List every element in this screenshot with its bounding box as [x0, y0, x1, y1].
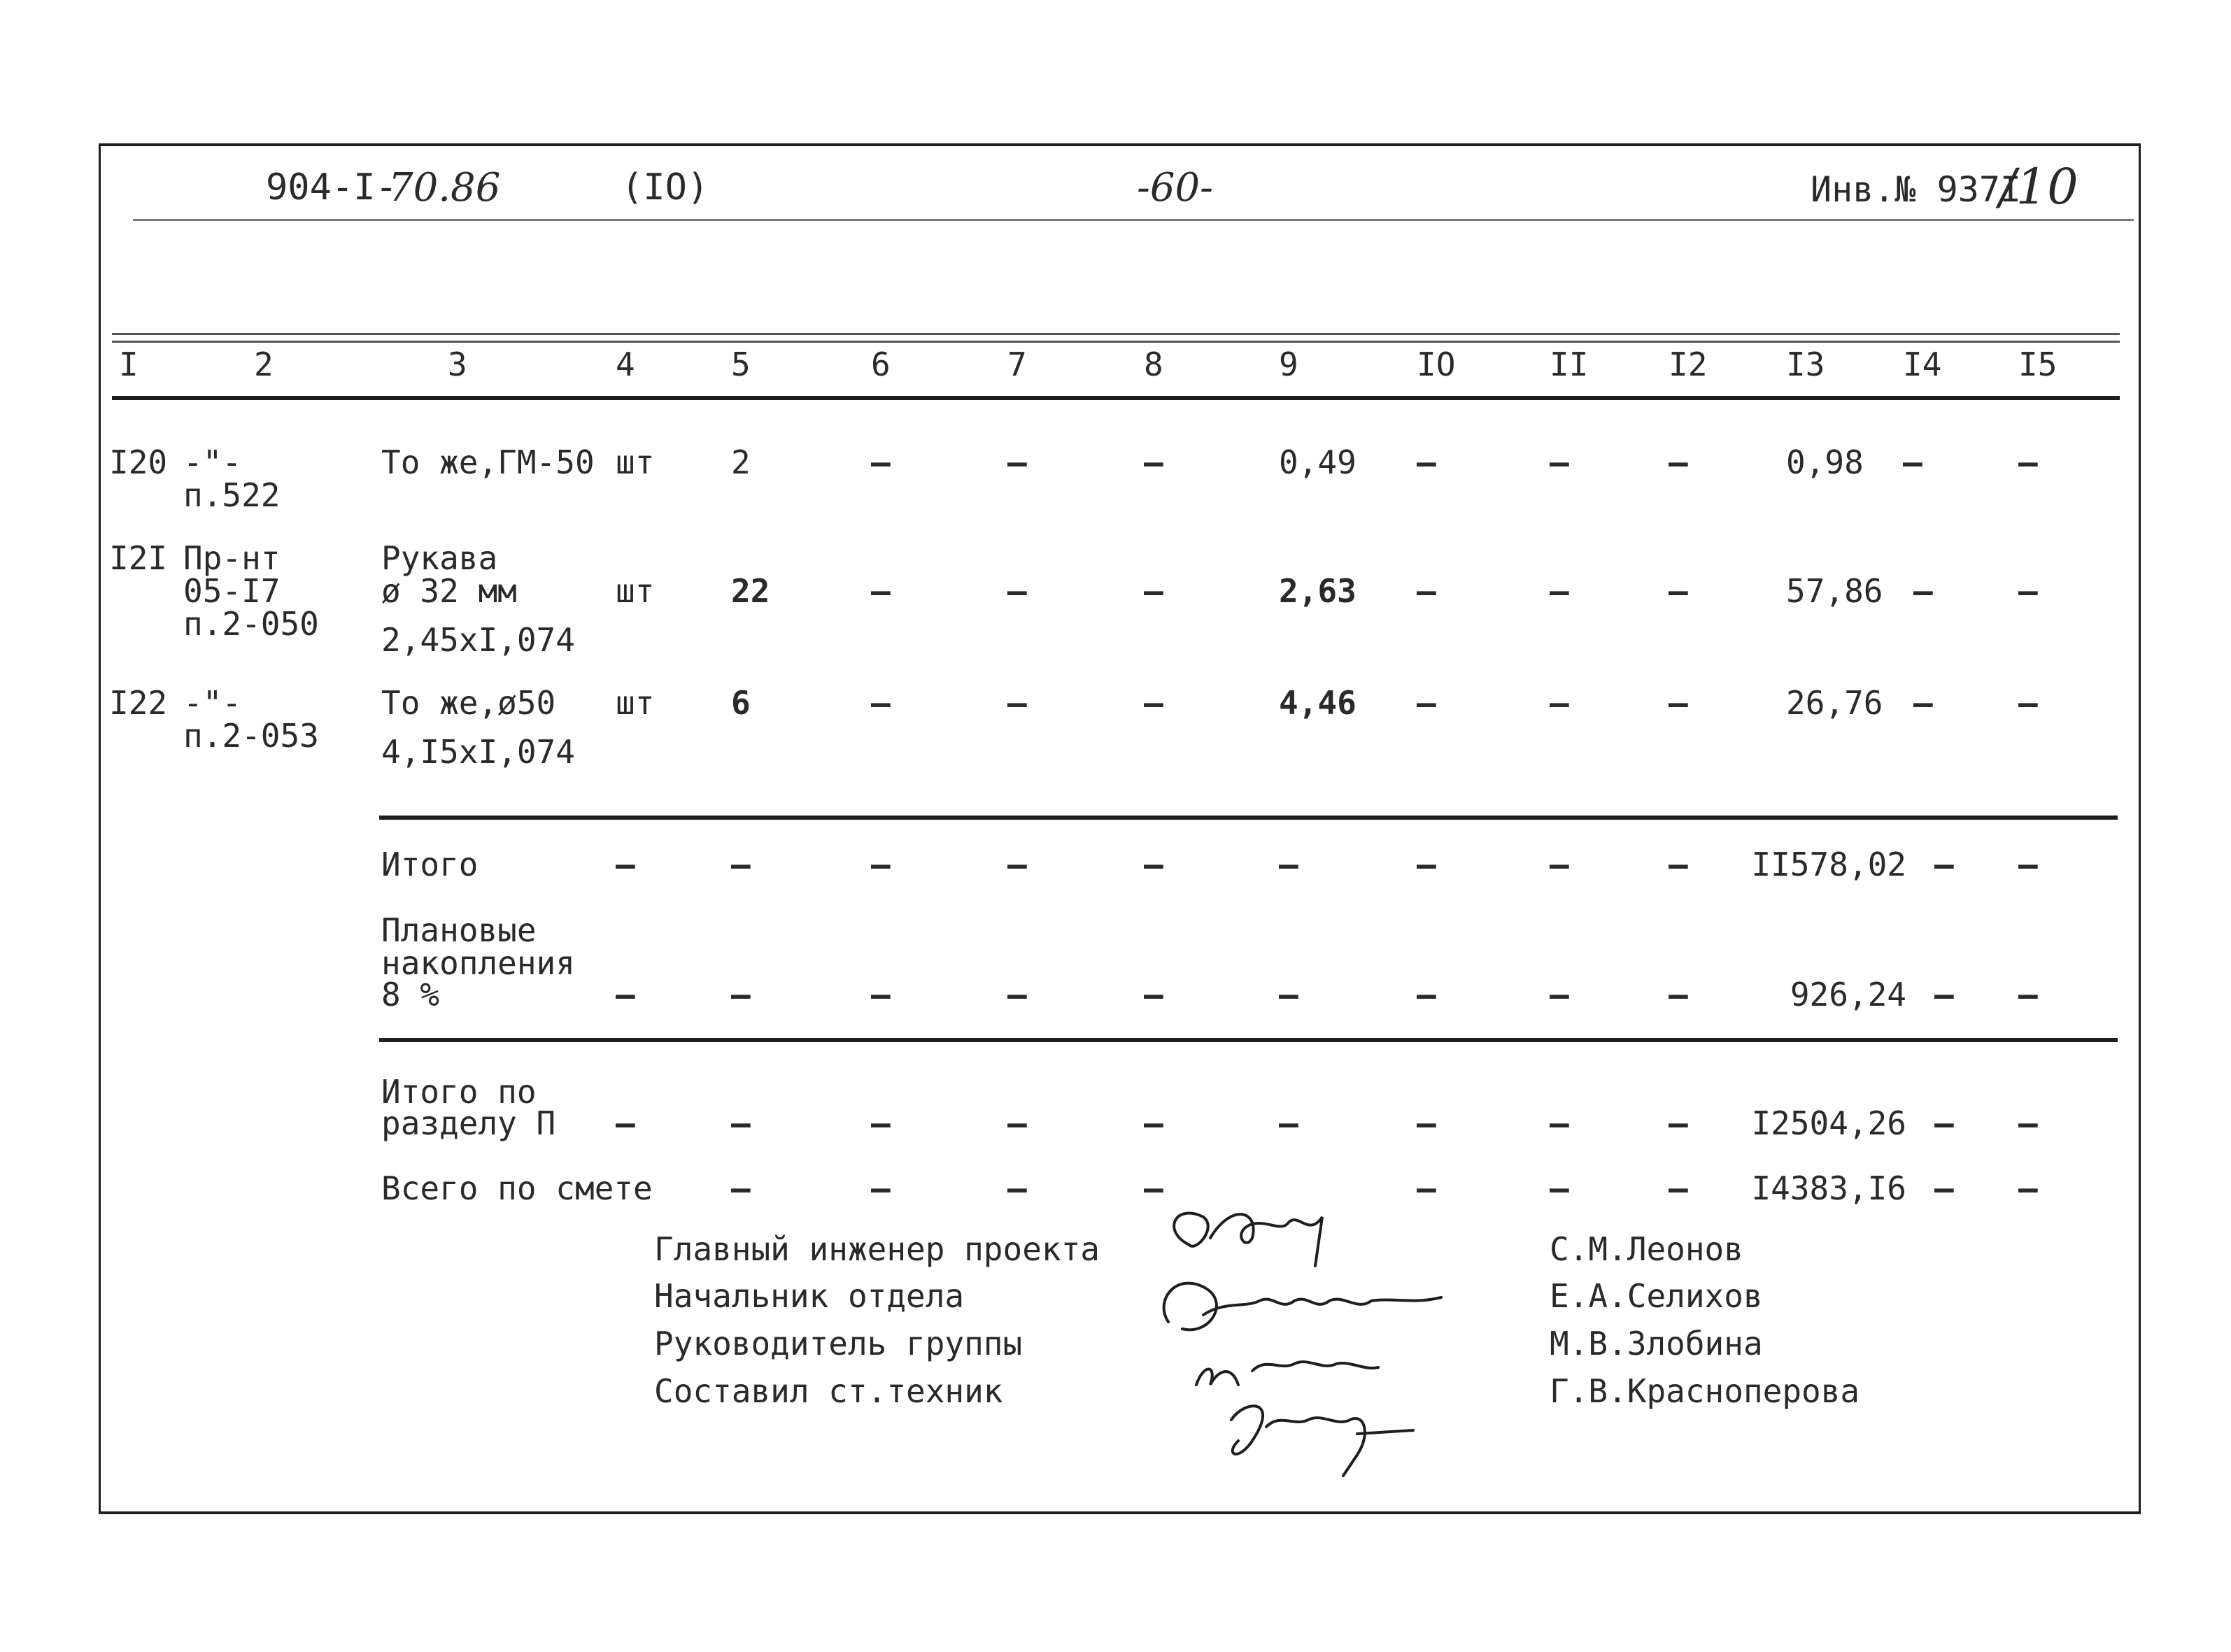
signatory-1-name: С.М.Леонов	[1550, 1230, 1743, 1268]
row-121-col11: –	[1550, 572, 1569, 610]
frame-top	[99, 143, 2141, 146]
header-bottom-rule	[112, 396, 2120, 400]
row-120-col14: –	[1903, 443, 1922, 481]
planned-dash-5: –	[1144, 976, 1163, 1013]
planned-savings-label-2: накопления	[381, 944, 575, 982]
subtotal-rule	[379, 816, 2118, 820]
section-dash-5: –	[1144, 1104, 1163, 1142]
row-122-col15: –	[2018, 684, 2038, 722]
section-total-label-1: Итого по	[381, 1073, 537, 1111]
row-120-number: I20	[109, 443, 168, 481]
frame-right	[2139, 143, 2141, 1514]
total-label: Итого	[381, 846, 479, 883]
grand-dash-3: –	[1007, 1169, 1027, 1207]
planned-dash-1: –	[616, 976, 635, 1013]
header-rule	[133, 219, 2134, 221]
column-number-5: 5	[731, 346, 751, 383]
row-121-col13: 57,86	[1786, 572, 1883, 610]
planned-savings-label-3: 8 %	[381, 976, 440, 1013]
row-121-desc-3: 2,45xI,074	[381, 621, 575, 659]
row-122-ref-1: -"-	[183, 684, 242, 722]
total-dash-6: –	[1279, 846, 1298, 883]
inventory-number: Инв.№ 937I	[1811, 169, 2022, 210]
total-dash-10: –	[1934, 846, 1954, 883]
column-number-9: 9	[1279, 346, 1298, 383]
grand-total-value: I4383,I6	[1751, 1169, 1906, 1207]
planned-dash-11: –	[2018, 976, 2038, 1013]
total-dash-3: –	[871, 846, 891, 883]
section-dash-8: –	[1550, 1104, 1569, 1142]
grand-dash-2: –	[871, 1169, 891, 1207]
section-dash-9: –	[1669, 1104, 1688, 1142]
planned-dash-10: –	[1934, 976, 1954, 1013]
section-dash-11: –	[2018, 1104, 2038, 1142]
total-dash-2: –	[731, 846, 751, 883]
row-121-ref-3: п.2-050	[183, 605, 319, 643]
section-dash-1: –	[616, 1104, 635, 1142]
grand-dash-4: –	[1144, 1169, 1163, 1207]
issue-number: (IO)	[621, 166, 709, 208]
row-122-col7: –	[1007, 684, 1027, 722]
signatory-3-name: М.В.Злобина	[1550, 1325, 1763, 1362]
planned-dash-7: –	[1417, 976, 1436, 1013]
total-dash-8: –	[1550, 846, 1569, 883]
row-121-col12: –	[1669, 572, 1688, 610]
project-code: 904-I-	[266, 166, 397, 208]
column-number-2: 2	[254, 346, 274, 383]
column-number-11: II	[1550, 346, 1589, 383]
row-120-col11: –	[1550, 443, 1569, 481]
planned-dash-4: –	[1007, 976, 1027, 1013]
signatory-2-name: Е.А.Селихов	[1550, 1277, 1763, 1315]
row-120-col8: –	[1144, 443, 1163, 481]
row-120-col13: 0,98	[1786, 443, 1864, 481]
planned-dash-9: –	[1669, 976, 1688, 1013]
row-122-col10: –	[1417, 684, 1436, 722]
signatory-4-name: Г.В.Красноперова	[1550, 1372, 1860, 1410]
planned-dash-8: –	[1550, 976, 1569, 1013]
column-number-12: I2	[1669, 346, 1708, 383]
project-code-handwritten: 70.86	[388, 165, 501, 211]
section-dash-2: –	[731, 1104, 751, 1142]
row-122-col9: 4,46	[1279, 684, 1357, 722]
row-120-description: То же,ГМ-50	[381, 443, 595, 481]
section-dash-6: –	[1279, 1104, 1298, 1142]
signatory-4-title: Составил ст.техник	[654, 1372, 1003, 1410]
column-header-rule-2	[112, 341, 2120, 343]
row-122-col12: –	[1669, 684, 1688, 722]
signatory-2-title: Начальник отдела	[654, 1277, 965, 1315]
row-120-col12: –	[1669, 443, 1688, 481]
signatory-1-title: Главный инженер проекта	[654, 1230, 1100, 1268]
total-value: II578,02	[1751, 846, 1906, 883]
row-121-col9: 2,63	[1279, 572, 1357, 610]
row-121-ref-2: 05-I7	[183, 572, 281, 610]
handwritten-signatures	[1147, 1161, 1497, 1483]
row-122-col11: –	[1550, 684, 1569, 722]
column-number-10: IO	[1417, 346, 1456, 383]
grand-dash-8: –	[1934, 1169, 1954, 1207]
grand-dash-5: –	[1417, 1169, 1436, 1207]
row-121-col14: –	[1913, 572, 1933, 610]
section-dash-7: –	[1417, 1104, 1436, 1142]
planned-savings-label-1: Плановые	[381, 911, 537, 949]
planned-dash-6: –	[1279, 976, 1298, 1013]
column-number-3: 3	[448, 346, 467, 383]
inventory-suffix: /10	[1999, 158, 2078, 215]
row-120-ref-2: п.522	[183, 476, 281, 514]
row-120-qty: 2	[731, 443, 751, 481]
planned-dash-2: –	[731, 976, 751, 1013]
total-dash-7: –	[1417, 846, 1436, 883]
row-121-desc-2: ø 32 мм	[381, 572, 517, 610]
planned-savings-value: 926,24	[1790, 976, 1906, 1013]
total-dash-1: –	[616, 846, 635, 883]
row-122-desc-2: 4,I5xI,074	[381, 733, 575, 771]
section-total-label-2: разделу П	[381, 1104, 556, 1142]
row-121-unit: шт	[616, 572, 655, 610]
grand-dash-7: –	[1669, 1169, 1688, 1207]
row-121-ref-1: Пр-нт	[183, 539, 281, 577]
total-dash-4: –	[1007, 846, 1027, 883]
frame-left	[99, 143, 101, 1514]
column-number-8: 8	[1144, 346, 1163, 383]
row-122-number: I22	[109, 684, 168, 722]
grand-dash-1: –	[731, 1169, 751, 1207]
row-122-qty: 6	[731, 684, 751, 722]
row-122-col13: 26,76	[1786, 684, 1883, 722]
column-number-6: 6	[871, 346, 891, 383]
row-122-col8: –	[1144, 684, 1163, 722]
section-total-value: I2504,26	[1751, 1104, 1906, 1142]
row-120-col10: –	[1417, 443, 1436, 481]
column-number-1: I	[119, 346, 139, 383]
column-number-14: I4	[1903, 346, 1942, 383]
row-120-col15: –	[2018, 443, 2038, 481]
row-121-col15: –	[2018, 572, 2038, 610]
column-header-rule-1	[112, 333, 2120, 335]
row-120-col6: –	[871, 443, 891, 481]
row-121-col7: –	[1007, 572, 1027, 610]
frame-bottom	[99, 1511, 2141, 1514]
row-121-qty: 22	[731, 572, 770, 610]
row-120-col7: –	[1007, 443, 1027, 481]
row-122-ref-2: п.2-053	[183, 717, 319, 755]
row-122-col6: –	[871, 684, 891, 722]
total-dash-9: –	[1669, 846, 1688, 883]
signatory-3-title: Руководитель группы	[654, 1325, 1023, 1362]
total-dash-5: –	[1144, 846, 1163, 883]
column-number-15: I5	[2018, 346, 2058, 383]
section-total-rule	[379, 1038, 2118, 1042]
section-dash-10: –	[1934, 1104, 1954, 1142]
row-121-col8: –	[1144, 572, 1163, 610]
planned-dash-3: –	[871, 976, 891, 1013]
grand-total-label: Всего по смете	[381, 1169, 653, 1207]
row-122-col14: –	[1913, 684, 1933, 722]
total-dash-11: –	[2018, 846, 2038, 883]
row-122-unit: шт	[616, 684, 655, 722]
column-number-4: 4	[616, 346, 635, 383]
page-number: -60-	[1137, 165, 1214, 211]
row-120-ref-1: -"-	[183, 443, 242, 481]
row-121-col10: –	[1417, 572, 1436, 610]
row-120-unit: шт	[616, 443, 655, 481]
row-121-desc-1: Рукава	[381, 539, 498, 577]
column-number-7: 7	[1007, 346, 1027, 383]
grand-dash-9: –	[2018, 1169, 2038, 1207]
row-121-col6: –	[871, 572, 891, 610]
grand-dash-6: –	[1550, 1169, 1569, 1207]
row-120-col9: 0,49	[1279, 443, 1357, 481]
section-dash-3: –	[871, 1104, 891, 1142]
row-121-number: I2I	[109, 539, 168, 577]
row-122-desc-1: То же,ø50	[381, 684, 556, 722]
section-dash-4: –	[1007, 1104, 1027, 1142]
column-number-13: I3	[1786, 346, 1825, 383]
